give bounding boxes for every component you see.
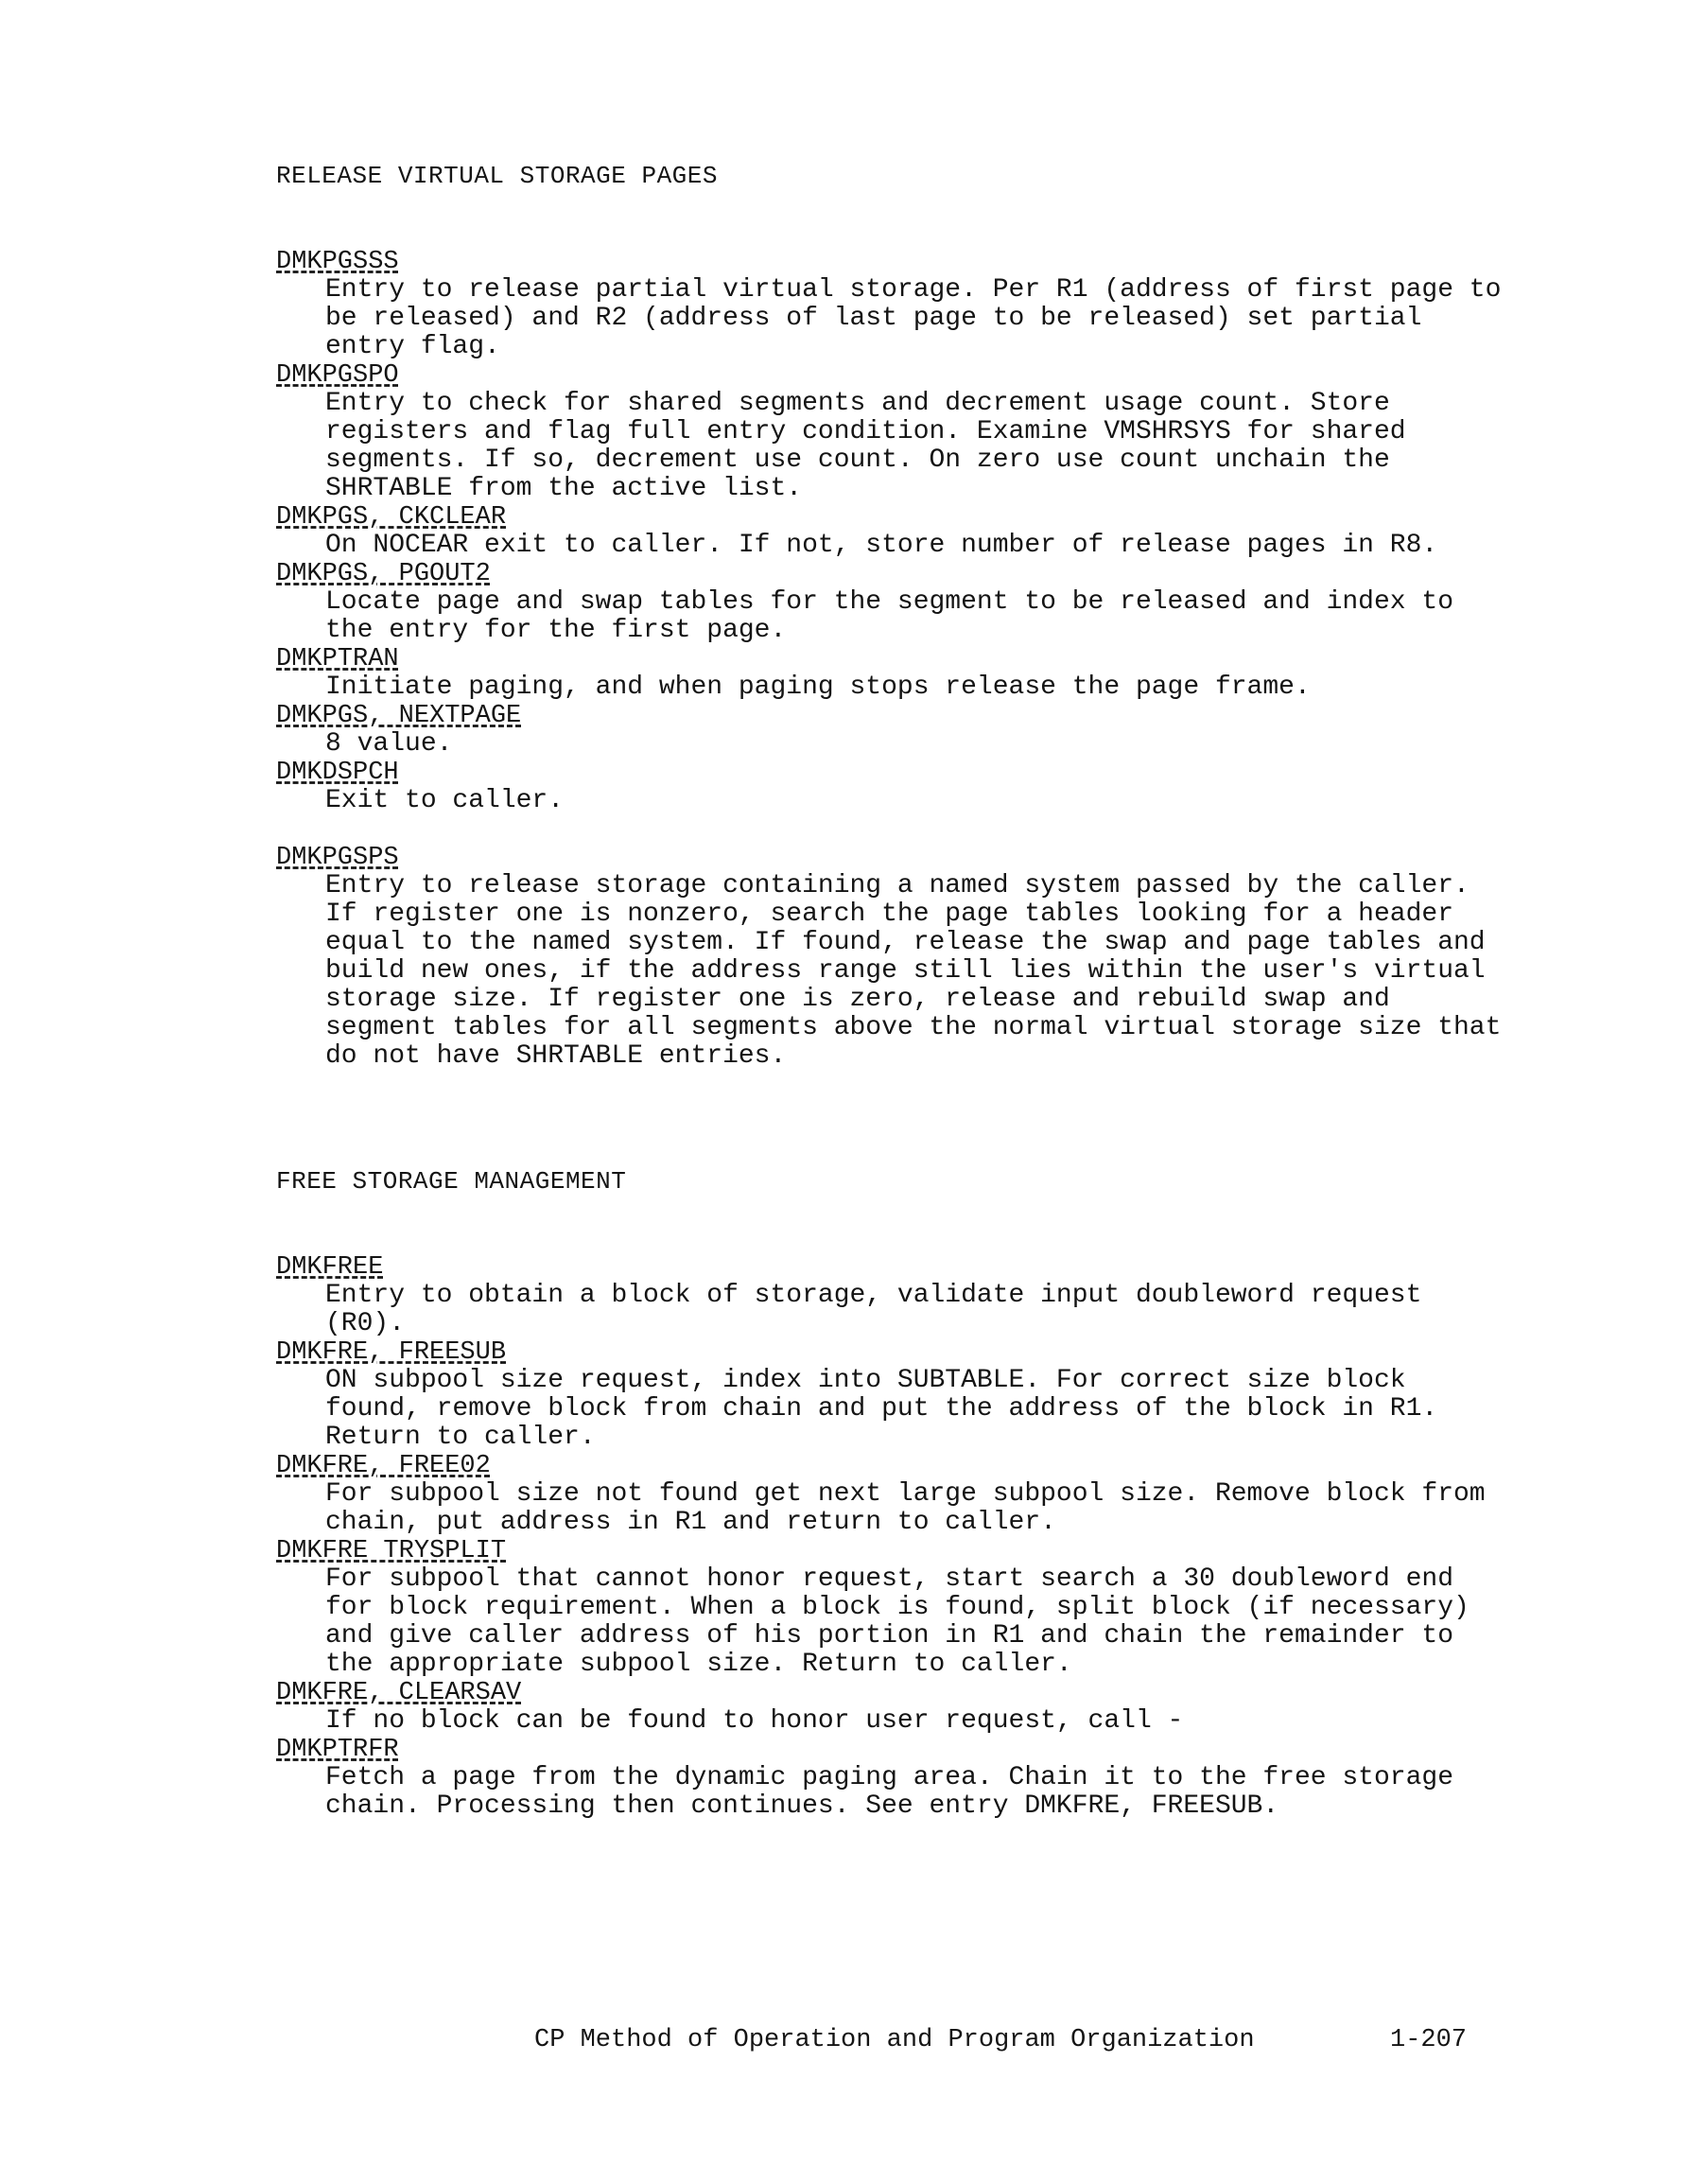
entry-name: DMKFREE <box>276 1253 384 1282</box>
entry-name: DMKPGSPO <box>276 361 399 390</box>
entry-description: Entry to release partial virtual storage. Per R1 (address of first page to be released) and R2 (address of last page to be released) set partial entry flag. <box>325 275 1502 361</box>
entry-description: Initiate paging, and when paging stops release the page frame. <box>325 673 1311 702</box>
entry-name: DMKFRE, CLEARSAV <box>276 1679 522 1707</box>
entry-name: DMKPGS, NEXTPAGE <box>276 702 522 730</box>
entry-description: For subpool size not found get next large subpool size. Remove block from chain, put address in R1 and return to caller. <box>325 1479 1486 1537</box>
section-body-release-virtual-storage <box>276 248 1505 1071</box>
entry-description: Entry to obtain a block of storage, validate input doubleword request (R0). <box>325 1281 1422 1338</box>
entry-description: Locate page and swap tables for the segment to be released and index to the entry for the first page. <box>325 587 1453 645</box>
entry-description: For subpool that cannot honor request, start search a 30 doubleword end for block requirement. When a block is found, split block (if necessary) and give caller address of his portion in R1 and chain the remainder to the appropriate subpool size. Return to caller. <box>325 1564 1470 1679</box>
entry-dmkptrfr <box>276 1736 1505 1821</box>
section-title-free-storage-management: FREE STORAGE MANAGEMENT <box>276 1167 627 1196</box>
entry-dmkfre-free02 <box>276 1452 1505 1537</box>
entry-description: If no block can be found to honor user request, call - <box>325 1706 1184 1736</box>
entry-name: DMKPGS, CKCLEAR <box>276 503 507 532</box>
entry-name: DMKFRE TRYSPLIT <box>276 1537 507 1565</box>
entry-dmkpgspo <box>276 361 1505 503</box>
section-body-free-storage-management <box>276 1253 1505 1821</box>
entry-name: DMKPTRAN <box>276 645 399 673</box>
entry-dmkptran <box>276 645 1505 702</box>
entry-description: On NOCEAR exit to caller. If not, store number of release pages in R8. <box>325 531 1438 560</box>
entry-dmkpgsps <box>276 844 1505 1071</box>
entry-dmkdspch <box>276 759 1505 815</box>
entry-description: Exit to caller. <box>325 786 565 815</box>
page-number: 1-207 <box>1390 2026 1468 2054</box>
entry-name: DMKPTRFR <box>276 1736 399 1764</box>
entry-dmkpgs-pgout2 <box>276 560 1505 645</box>
entry-dmkfre-trysplit <box>276 1537 1505 1679</box>
entry-description: 8 value. <box>325 729 453 759</box>
entry-name: DMKPGSSS <box>276 248 399 276</box>
section-title-release-virtual-storage: RELEASE VIRTUAL STORAGE PAGES <box>276 162 718 190</box>
footer-title: CP Method of Operation and Program Organization <box>534 2026 1255 2054</box>
spacer <box>276 815 1505 844</box>
entry-description: Entry to release storage containing a named system passed by the caller. If register one is nonzero, search the page tables looking for a header equal to the named system. If found, release the swap and page tables and build new ones, if the address range still lies within the user's virtual storage size. If register one is zero, release and rebuild swap and segment tables for all segments above the normal virtual storage size that do not have SHRTABLE entries. <box>325 871 1502 1071</box>
entry-name: DMKPGSPS <box>276 844 399 872</box>
entry-name: DMKFRE, FREESUB <box>276 1338 507 1367</box>
entry-description: Entry to check for shared segments and decrement usage count. Store registers and flag full entry condition. Examine VMSHRSYS for shared segments. If so, decrement use count. On zero use count unchain the SHRTABLE from the active list. <box>325 389 1406 503</box>
entry-dmkpgs-nextpage <box>276 702 1505 759</box>
entry-name: DMKFRE, FREE02 <box>276 1452 491 1480</box>
entry-dmkpgs-ckclear <box>276 503 1505 560</box>
entry-description: ON subpool size request, index into SUBTABLE. For correct size block found, remove block from chain and put the address of the block in R1. Return to caller. <box>325 1366 1438 1452</box>
entry-dmkfre-freesub <box>276 1338 1505 1452</box>
entry-dmkpgsss <box>276 248 1505 361</box>
entry-description: Fetch a page from the dynamic paging area. Chain it to the free storage chain. Processing then continues. See entry DMKFRE, FREESUB. <box>325 1763 1453 1821</box>
entry-name: DMKDSPCH <box>276 759 399 787</box>
entry-dmkfree <box>276 1253 1505 1338</box>
entry-name: DMKPGS, PGOUT2 <box>276 560 491 588</box>
entry-dmkfre-clearsav <box>276 1679 1505 1736</box>
